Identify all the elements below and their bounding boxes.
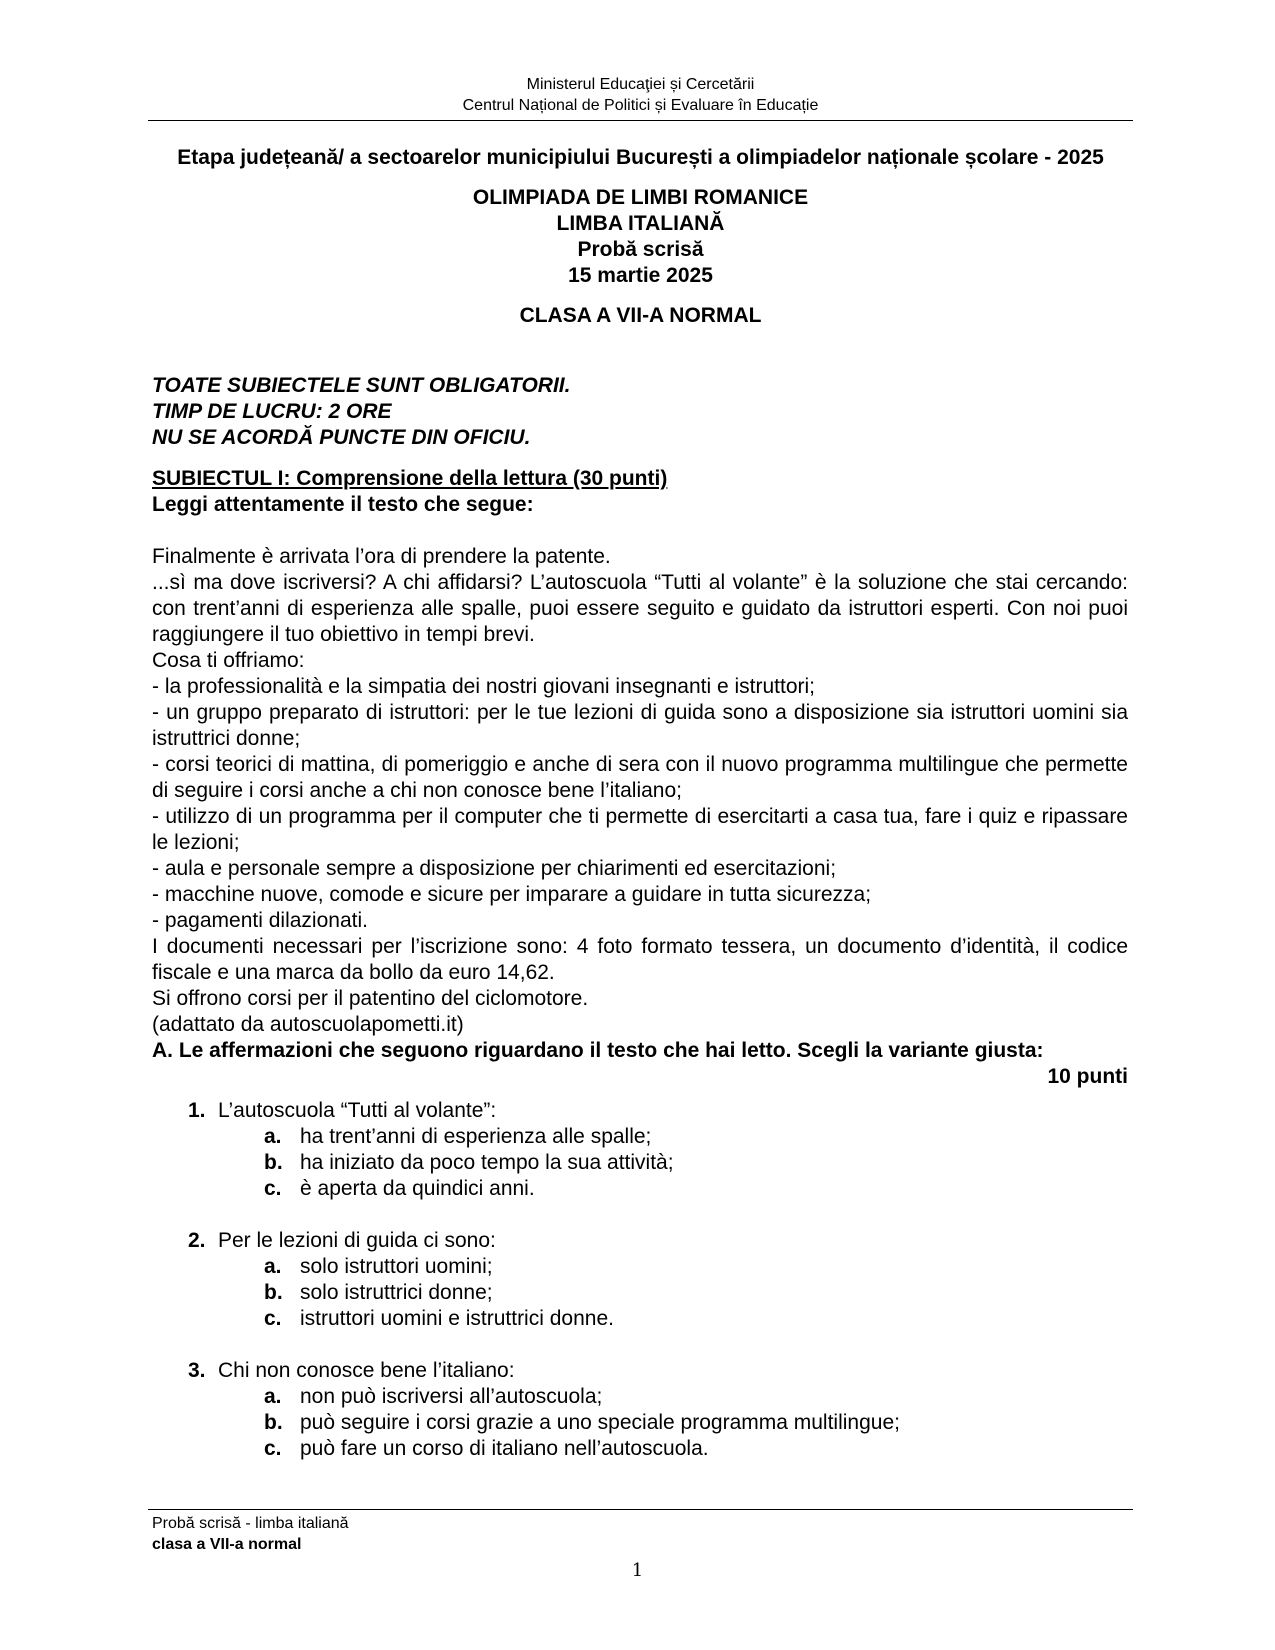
question-text: Chi non conosce bene l’italiano:	[218, 1359, 515, 1382]
option-text: ha iniziato da poco tempo la sua attività;	[300, 1151, 674, 1174]
text-paragraph: Si offrono corsi per il patentino del ciclomotore.	[152, 987, 589, 1010]
page-header	[148, 74, 1133, 116]
header-ministry: Ministerul Educaţiei și Cercetării	[526, 76, 755, 93]
question-stem	[152, 1358, 1128, 1384]
title-etapa: Etapa județeană/ a sectoarelor municipiului București a olimpiadelor naționale școlare - 2025	[177, 146, 1104, 169]
question-number: 2.	[188, 1229, 206, 1252]
answer-option	[264, 1384, 1128, 1410]
answer-option	[264, 1306, 1128, 1332]
answer-option	[264, 1410, 1128, 1436]
subject-title: SUBIECTUL I: Comprensione della lettura (30 punti)	[152, 467, 668, 490]
option-text: è aperta da quindici anni.	[300, 1177, 535, 1200]
option-letter: b.	[264, 1151, 283, 1174]
option-text: solo istruttrici donne;	[300, 1281, 493, 1304]
option-text: non può iscriversi all’autoscuola;	[300, 1385, 603, 1408]
footer-divider	[148, 1509, 1133, 1510]
question-list	[152, 1098, 1128, 1488]
option-letter: c.	[264, 1307, 282, 1330]
page-footer	[152, 1513, 349, 1555]
text-paragraph: - utilizzo di un programma per il computer che ti permette di esercitarti a casa tua, fare i quiz e ripassare le lezioni;	[152, 805, 1128, 854]
option-letter: a.	[264, 1125, 282, 1148]
question	[152, 1098, 1128, 1202]
question-text: Per le lezioni di guida ci sono:	[218, 1229, 496, 1252]
question-number: 1.	[188, 1099, 206, 1122]
instruction-line: NU SE ACORDĂ PUNCTE DIN OFICIU.	[152, 426, 531, 449]
footer-proba: Probă scrisă - limba italiană	[152, 1515, 349, 1532]
option-letter: c.	[264, 1177, 282, 1200]
text-paragraph: - un gruppo preparato di istruttori: per le tue lezioni di guida sono a disposizione sia istruttori uomini sia istruttrici donne;	[152, 701, 1128, 750]
header-divider	[148, 120, 1133, 121]
option-letter: b.	[264, 1411, 283, 1434]
text-paragraph: Finalmente è arrivata l’ora di prendere la patente.	[152, 545, 611, 568]
text-paragraph: - aula e personale sempre a disposizione per chiarimenti ed esercitazioni;	[152, 857, 837, 880]
instructions	[152, 373, 570, 451]
question	[152, 1358, 1128, 1462]
answer-option	[264, 1124, 1128, 1150]
text-paragraph: - macchine nuove, comode e sicure per imparare a guidare in tutta sicurezza;	[152, 883, 872, 906]
option-letter: b.	[264, 1281, 283, 1304]
text-paragraph: - pagamenti dilazionati.	[152, 909, 368, 932]
instruction-line: TIMP DE LUCRU: 2 ORE	[152, 400, 392, 423]
option-text: ha trent’anni di esperienza alle spalle;	[300, 1125, 652, 1148]
option-text: istruttori uomini e istruttrici donne.	[300, 1307, 614, 1330]
text-paragraph: - corsi teorici di mattina, di pomeriggio e anche di sera con il nuovo programma multilingue che permette di seguire i corsi anche a chi non conosce bene l’italiano;	[152, 753, 1128, 802]
page-number: 1	[631, 1560, 644, 1581]
text-paragraph: I documenti necessari per l’iscrizione sono: 4 foto formato tessera, un documento d’identità, il codice fiscale e una marca da bollo da euro 14,62.	[152, 935, 1128, 984]
section-a-heading	[152, 1038, 1128, 1090]
option-text: può seguire i corsi grazie a uno speciale programma multilingue;	[300, 1411, 900, 1434]
title-block	[148, 145, 1133, 329]
answer-option	[264, 1280, 1128, 1306]
title-olimpiada	[148, 185, 1133, 289]
option-letter: a.	[264, 1255, 282, 1278]
option-letter: c.	[264, 1437, 282, 1460]
title-limba: LIMBA ITALIANĂ	[556, 212, 725, 235]
question-text: L’autoscuola “Tutti al volante”:	[218, 1099, 497, 1122]
question-stem	[152, 1098, 1128, 1124]
title-date: 15 martie 2025	[568, 264, 713, 287]
option-letter: a.	[264, 1385, 282, 1408]
answer-option	[264, 1254, 1128, 1280]
title-clasa: CLASA A VII-A NORMAL	[519, 304, 762, 327]
subject-heading	[152, 466, 667, 518]
subject-subtitle: Leggi attentamente il testo che segue:	[152, 493, 534, 516]
text-paragraph: ...sì ma dove iscriversi? A chi affidarsi? L’autoscuola “Tutti al volante” è la soluzione che stai cercando: con trent’anni di esperienza alle spalle, puoi essere seguito e guidato da istruttori esperti. Con noi puoi raggiungere il tuo obiettivo in tempi brevi.	[152, 571, 1128, 646]
header-center: Centrul Național de Politici și Evaluare în Educație	[462, 97, 819, 114]
answer-option	[264, 1176, 1128, 1202]
answer-option	[264, 1436, 1128, 1462]
text-paragraph: Cosa ti offriamo:	[152, 649, 305, 672]
section-a-title: A. Le affermazioni che seguono riguardano il testo che hai letto. Scegli la variante giusta:	[152, 1039, 1044, 1062]
reading-text	[152, 544, 1128, 1090]
section-a-points: 10 punti	[1047, 1065, 1128, 1088]
option-text: solo istruttori uomini;	[300, 1255, 493, 1278]
text-paragraph: - la professionalità e la simpatia dei nostri giovani insegnanti e istruttori;	[152, 675, 816, 698]
question-number: 3.	[188, 1359, 206, 1382]
question-stem	[152, 1228, 1128, 1254]
option-text: può fare un corso di italiano nell’autoscuola.	[300, 1437, 709, 1460]
footer-clasa: clasa a VII-a normal	[152, 1536, 302, 1553]
text-source: (adattato da autoscuolapometti.it)	[152, 1013, 464, 1036]
question	[152, 1228, 1128, 1332]
title-olimpiada-name: OLIMPIADA DE LIMBI ROMANICE	[472, 186, 809, 209]
title-proba: Probă scrisă	[577, 238, 704, 261]
instruction-line: TOATE SUBIECTELE SUNT OBLIGATORII.	[152, 374, 571, 397]
answer-option	[264, 1150, 1128, 1176]
